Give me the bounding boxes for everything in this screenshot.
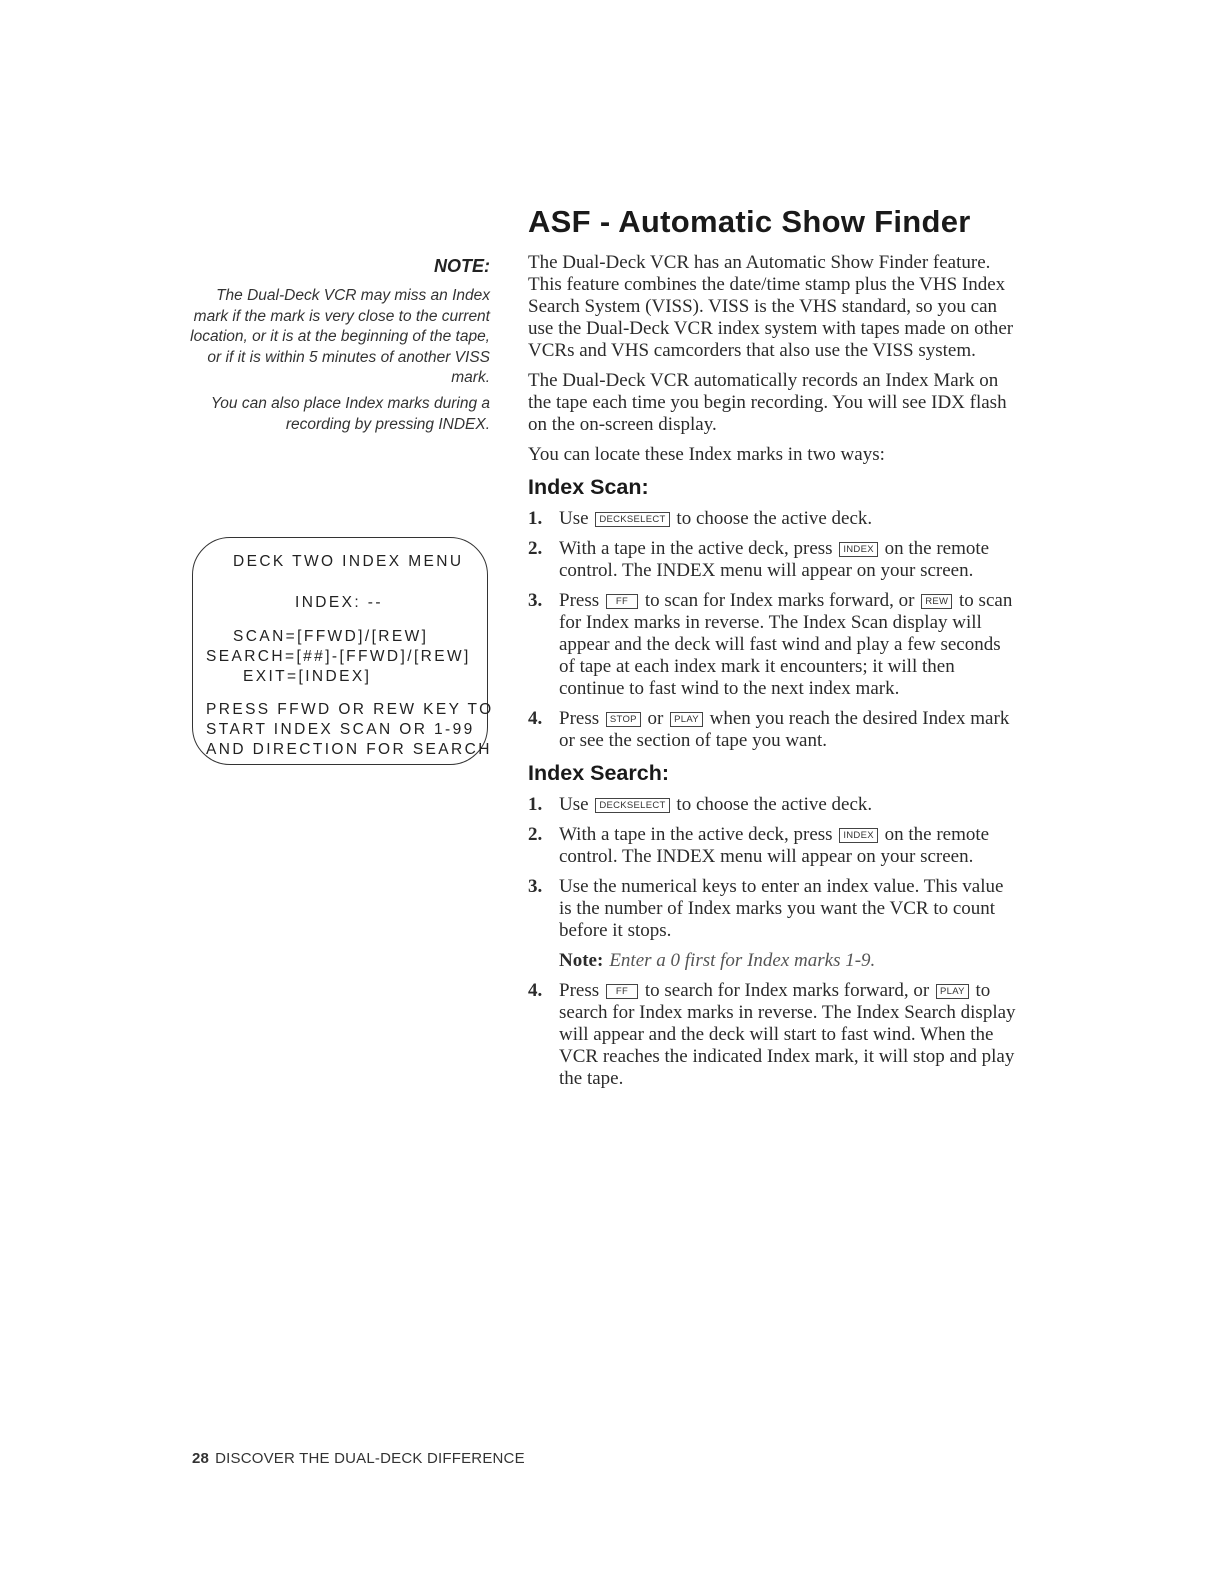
search-step-4 (528, 980, 1018, 1090)
menu-search-line: SEARCH=[##]-[FFWD]/[REW] (206, 648, 471, 665)
page-number: 28 (192, 1450, 210, 1467)
note-label: NOTE: (434, 256, 490, 276)
step-number: 4. (528, 980, 543, 1001)
intro-paragraph: The Dual-Deck VCR automatically records an Index Mark on the tape each time you begin recording. You will see IDX flash on the on-screen display. (528, 370, 1007, 435)
step-number: 1. (528, 794, 543, 815)
play-key: PLAY (936, 984, 969, 999)
menu-prompt-line: PRESS FFWD OR REW KEY TO (206, 701, 494, 718)
step-number: 4. (528, 708, 543, 729)
step-number: 2. (528, 824, 543, 845)
menu-prompt-line: START INDEX SCAN OR 1-99 (206, 721, 475, 738)
step-text: when you reach the desired Index mark or see the section of tape you want. (559, 708, 1010, 751)
menu-title: DECK TWO INDEX MENU (233, 553, 464, 570)
step-number: 2. (528, 538, 543, 559)
note-paragraph: You can also place Index marks during a recording by pressing INDEX. (210, 395, 490, 433)
search-step-2 (528, 824, 1018, 868)
step-text: Use the numerical keys to enter an index value. This value is the number of Index marks you want the VCR to count before it stops. (559, 876, 1004, 941)
step-text: Press (559, 590, 600, 611)
note-inline-text: Enter a 0 first for Index marks 1-9. (609, 950, 876, 971)
index-key: INDEX (839, 828, 878, 843)
step-text: to choose the active deck. (676, 508, 873, 529)
deck-select-key: DECKSELECT (595, 798, 669, 813)
step-text: to scan for Index marks forward, or (644, 590, 915, 611)
step-text: With a tape in the active deck, press (559, 538, 833, 559)
play-key: PLAY (670, 712, 703, 727)
step-text: to choose the active deck. (676, 794, 873, 815)
note-paragraph: The Dual-Deck VCR may miss an Index mark if the mark is very close to the current location, or it is at the beginning of the tape, or if it is within 5 minutes of another VISS mark. (190, 287, 490, 386)
ff-key: FF (606, 594, 638, 609)
step-text: to search for Index marks forward, or (644, 980, 930, 1001)
scan-step-2 (528, 538, 1018, 582)
step-text: Press (559, 980, 600, 1001)
step-text: to search for Index marks in reverse. The Index Search display will appear and the deck will start to fast wind. When the VCR reaches the indicated Index mark, it will stop and play the tape. (559, 980, 1016, 1089)
scan-step-3 (528, 590, 1018, 700)
index-scan-heading: Index Scan: (528, 475, 649, 499)
main-content (528, 252, 1018, 1098)
page-title: ASF - Automatic Show Finder (528, 204, 971, 239)
menu-scan-line: SCAN=[FFWD]/[REW] (233, 628, 429, 645)
index-search-heading: Index Search: (528, 761, 669, 785)
rew-key: REW (921, 594, 952, 609)
scan-step-4 (528, 708, 1018, 752)
index-key: INDEX (839, 542, 878, 557)
menu-exit-line: EXIT=[INDEX] (243, 668, 372, 685)
ff-key: FF (606, 984, 638, 999)
step-text: on the remote control. The INDEX menu will appear on your screen. (559, 824, 990, 867)
footer-text: DISCOVER THE DUAL-DECK DIFFERENCE (215, 1450, 525, 1467)
search-note (528, 950, 1018, 972)
search-step-3 (528, 876, 1018, 942)
step-text: With a tape in the active deck, press (559, 824, 833, 845)
intro-paragraph: The Dual-Deck VCR has an Automatic Show Finder feature. This feature combines the date/time stamp plus the VHS Index Search System (VISS). VISS is the VHS standard, so you can use the Dual-Deck VCR index system with tapes made on other VCRs and VHS camcorders that also use the VISS system. (528, 252, 1014, 361)
step-text: to scan for Index marks in reverse. The Index Scan display will appear and the deck will fast wind and play a few seconds of tape at each index mark it encounters; it will then continue to fast wind to the next index mark. (559, 590, 1013, 699)
step-text: Press (559, 708, 600, 729)
step-text: or (647, 708, 664, 729)
menu-index-line: INDEX: -- (295, 594, 383, 611)
step-number: 1. (528, 508, 543, 529)
intro-paragraph: You can locate these Index marks in two ways: (528, 444, 885, 465)
deck-select-key: DECKSELECT (595, 512, 669, 527)
menu-prompt-line: AND DIRECTION FOR SEARCH (206, 741, 492, 758)
step-text: Use (559, 794, 589, 815)
index-menu-illustration (192, 537, 494, 765)
search-step-1 (528, 794, 1018, 816)
note-inline-label: Note: (559, 950, 604, 971)
stop-key: STOP (606, 712, 641, 727)
step-text: Use (559, 508, 589, 529)
scan-step-1 (528, 508, 1018, 530)
page-footer (192, 1450, 525, 1467)
step-number: 3. (528, 590, 543, 611)
step-text: on the remote control. The INDEX menu will appear on your screen. (559, 538, 990, 581)
step-number: 3. (528, 876, 543, 897)
